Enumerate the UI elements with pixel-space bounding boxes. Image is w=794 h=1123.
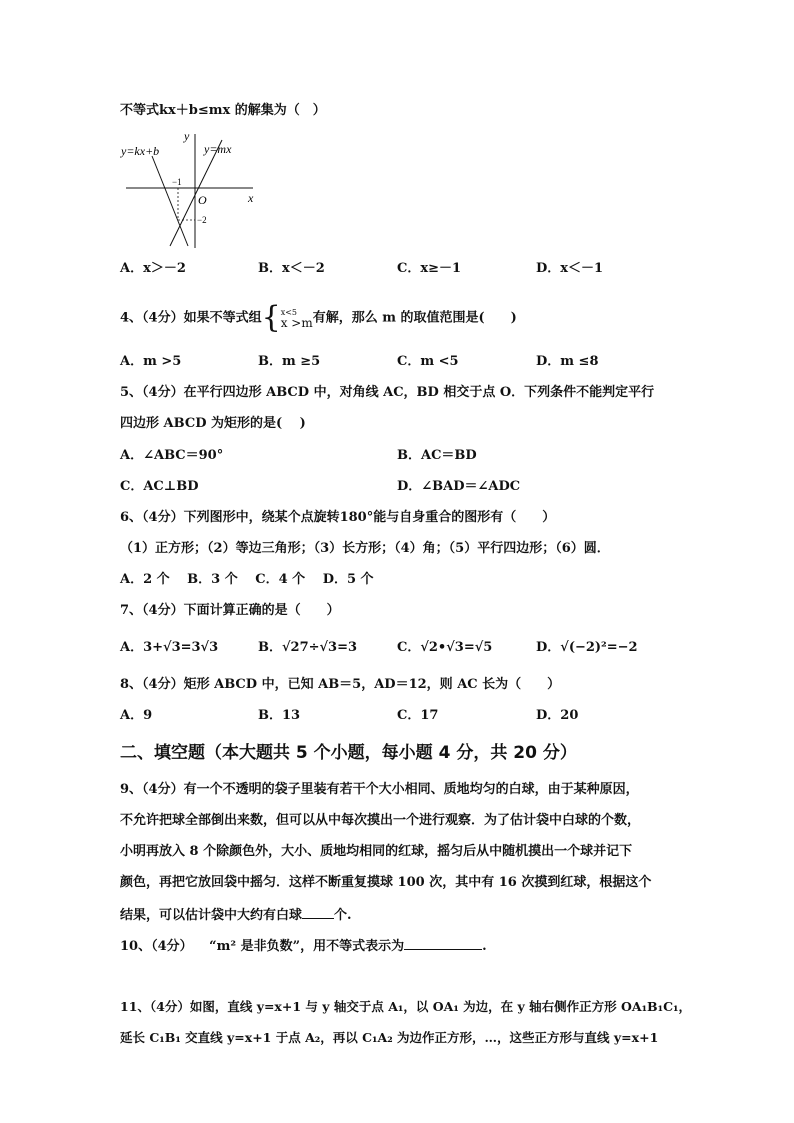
q8-option-c[interactable]: C．17 (397, 708, 439, 723)
q9-answer-blank[interactable] (302, 905, 334, 919)
q3-option-a[interactable]: A．x＞－2 (120, 261, 186, 276)
q9-line2: 不允许把球全部倒出来数，但可以从中每次摸出一个进行观察．为了估计袋中白球的个数， (120, 813, 641, 828)
q5-option-b[interactable]: B．AC＝BD (397, 448, 477, 463)
q4-option-c[interactable]: C．m <5 (397, 354, 459, 369)
q6-line1: 6、（4分）下列图形中，绕某个点旋转180°能与自身重合的图形有（ ） (120, 510, 556, 525)
graph-tick-x: −1 (172, 177, 182, 187)
q9-line1: 9、（4分）有一个不透明的袋子里装有若干个大小相同、质地均匀的白球，由于某种原因， (120, 782, 639, 797)
graph-label-kxb: y=kx+b (121, 144, 160, 158)
graph-axis-x: x (248, 191, 254, 205)
q8-stem: 8、（4分）矩形 ABCD 中，已知 AB＝5，AD＝12，则 AC 长为（ ） (120, 677, 561, 692)
q4-option-b[interactable]: B．m ≥5 (258, 354, 321, 369)
q3-option-c[interactable]: C．x≥－1 (397, 261, 462, 276)
q8-option-a[interactable]: A．9 (120, 708, 153, 723)
q9-line5b: 个. (334, 908, 352, 923)
graph-axis-y: y (184, 129, 190, 143)
q10-prefix: 10、（4分） (120, 939, 193, 954)
q10-answer-blank[interactable] (404, 936, 482, 950)
q3-stem: 不等式kx＋b≤mx 的解集为（ ） (120, 103, 326, 118)
q5-option-d[interactable]: D．∠BAD＝∠ADC (397, 479, 521, 494)
q3-graph (118, 128, 268, 253)
q11-line2: 延长 C₁B₁ 交直线 y=x+1 于点 A₂，再以 C₁A₂ 为边作正方形，…，这些正方形与直线 y=x+1 (120, 1030, 659, 1045)
graph-tick-y: −2 (197, 215, 207, 225)
q5-option-a[interactable]: A．∠ABC＝90° (120, 448, 224, 463)
q7-option-d[interactable]: D．√(−2)²=−2 (536, 640, 638, 655)
q4-sys-top: x<5 (280, 308, 297, 317)
q6-options[interactable]: A．2 个 B．3 个 C．4 个 D．5 个 (120, 572, 374, 587)
q7-option-c[interactable]: C．√2•√3=√5 (397, 640, 493, 655)
q4-stem (120, 300, 517, 335)
q4-option-d[interactable]: D．m ≤8 (536, 354, 599, 369)
q8-option-d[interactable]: D．20 (536, 708, 579, 723)
q10-suffix: ，用不等式表示为 (300, 939, 405, 954)
q7-option-b[interactable]: B．√27÷√3=3 (258, 640, 358, 655)
q9-line3: 小明再放入 8 个除颜色外，大小、质地均相同的红球，摇匀后从中随机摸出一个球并记下 (120, 844, 633, 859)
q5-line2: 四边形 ABCD 为矩形的是( ) (120, 416, 306, 431)
q4-sys-mid: x >m (280, 316, 313, 330)
q9-line5 (120, 905, 352, 925)
section-title: 二、填空题（本大题共 5 个小题，每小题 4 分，共 20 分） (120, 743, 577, 763)
q7-stem: 7、（4分）下面计算正确的是（ ） (120, 603, 340, 618)
q5-line1: 5、（4分）在平行四边形 ABCD 中，对角线 AC，BD 相交于点 O．下列条件不能判定平行 (120, 385, 655, 400)
q9-line5a: 结果，可以估计袋中大约有白球 (120, 908, 303, 923)
q6-line2: （1）正方形；（2）等边三角形；（3）长方形；（4）角；（5）平行四边形；（6）圆． (120, 541, 610, 556)
graph-origin: O (198, 193, 207, 207)
q4-option-a[interactable]: A．m >5 (120, 354, 182, 369)
q8-option-b[interactable]: B．13 (258, 708, 301, 723)
q7-option-a[interactable]: A．3+√3=3√3 (120, 640, 219, 655)
q4-suffix: 有解，那么 m 的取值范围是( ) (312, 310, 517, 326)
q9-line4: 颜色，再把它放回袋中摇匀．这样不断重复摸球 100 次，其中有 16 次摸到红球，根据这个 (120, 875, 652, 890)
q5-option-c[interactable]: C．AC⊥BD (120, 479, 199, 494)
q3-option-b[interactable]: B．x＜－2 (258, 261, 325, 276)
q11-line1: 11、（4分）如图，直线 y=x+1 与 y 轴交于点 A₁，以 OA₁ 为边，在 y 轴右侧作正方形 OA₁B₁C₁， (120, 999, 692, 1014)
graph-label-mx: y=mx (204, 142, 232, 156)
q4-prefix: 4、（4分）如果不等式组 (120, 310, 262, 326)
q10-quote: “m² 是非负数” (209, 939, 301, 954)
q3-option-d[interactable]: D．x＜－1 (536, 261, 604, 276)
q10-line: 10、（4分） “m² 是非负数”，用不等式表示为 . (120, 936, 487, 956)
q4-brace: { (261, 300, 281, 335)
